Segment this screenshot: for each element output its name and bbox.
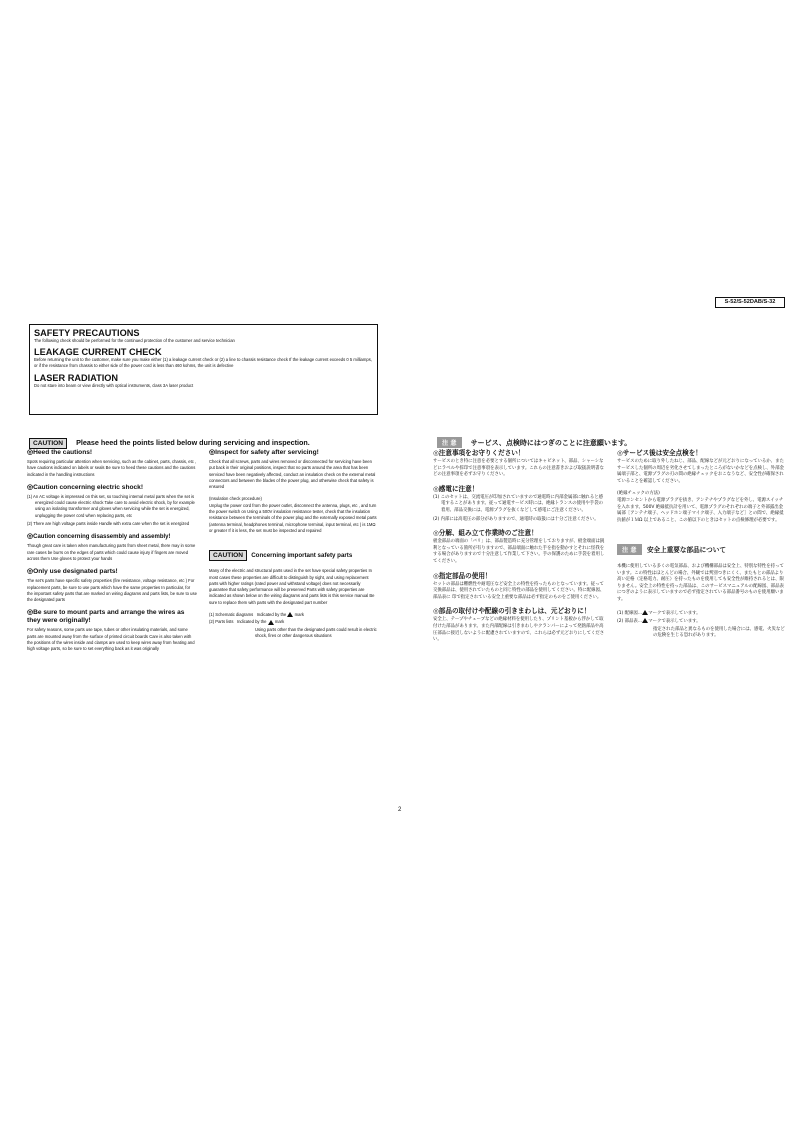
jp-designated-parts-heading: ◎指定部品の使用！ [433,571,492,580]
jp-caution-headline: サービス、点検時にはつぎのことに注意願います。 [470,439,632,447]
jp-observe-text: サービスのとき特に注意を必要とする個所についてはキャビネット、部品、シャーシなどにラベルや捺印で注意事項を表示しています。これらの注意書きおよび取扱説明書などの注意事項を必ずお守りください。 [433,459,604,478]
english-left-column [27,449,197,659]
jp-mount-parts-heading: ◎部品の取付けや配線の引きまわしは、元どおりに！ [433,607,591,616]
caution-headline: Please heed the points listed below during servicing and inspection. [76,438,310,447]
jp-caution-tag: 注 意 [437,437,462,448]
jp-inspect-heading: ◎サービス後は安全点検を！ [617,449,702,457]
page-number: 2 [398,807,402,813]
warning-triangle-icon [268,620,274,625]
safety-parts-title: Concerning important safety parts [251,552,353,560]
leakage-current-title: LEAKAGE CURRENT CHECK [34,347,162,358]
leakage-current-text: Before returning the unit to the customer, make sure you make either (1) a leakage current check or (2) a line to chassis resistance check If the leakage current exceeds 0 5 milliamps, or if the resistance from chassis to either side of the power cord is less than 460 kohms, the unit is defective [34,357,372,369]
electric-shock-heading: ◎Caution concerning electric shock! [27,483,144,491]
insulation-check-text: Unplug the power cord from the power outlet, disconnect the antenna, plugs, etc , and turn the power switch on Using a 500V insulation resistance tester, check that the insulation resistance between the terminals of the power plug and the externally exposed metal parts (antenna terminal, headphones terminal, microphone terminal, input terminal, etc ) is 1MΩ or greater If it is less, the set must be inspected and repaired [209,502,377,533]
laser-radiation-text: Do not stare into beam or view directly with optical instruments, class 3A laser product [34,382,194,388]
jp-parts-list-item: (2) 部品表… マークで表示しています。 [617,619,701,625]
jp-safety-parts-text: 本機に使用している多くの電気部品、および機構部品は安全上、特別な特性を持っています。この特性はほとんどの場合、外観では判別つきにくく、またもとの部品より高い定格（定格電力、耐圧）を持ったものを使用しても安全性が維持されるとは、限りません。安全上の特性を持った部品は、このサービスマニュアルの配線図、部品表につぎのように表示していますので必ず指定されている部品番号のものを使用願います。 [617,563,784,602]
disassembly-text: Though great care is taken when manufacturing parts from sheet metal, there may in some rare cases be burrs on the edges of parts which could cause injury if fingers are moved across them Use gloves to protect your hands [27,543,196,561]
jp-safety-parts-header [617,544,785,556]
parts-lists-item: (2) Parts lists Indicated by the mark [209,619,285,625]
jp-mount-parts-text: 安全上、テープやチューブなどの絶縁材料を使用したり、プリント基板から浮かして取付けた部品があります。また内部配線は引きまわしやクランパーによって発熱部品や高圧部品に接近しないように配慮されていますので、これらは必ず元どおりにしてください。 [433,617,605,643]
japanese-right-column [617,449,785,646]
jp-parts-list-note: 指定された部品と異なるものを使用した場合には、感電、火災などの危険を生じる恐れがあります。 [653,626,785,639]
parts-lists-note: Using parts other than the designated parts could result in electric shock, fires or other dangerous situations [255,626,377,638]
mount-parts-heading: ◎Be sure to mount parts and arrange the wires as they were originally! [27,609,185,625]
designated-parts-heading: ◎Only use designated parts! [27,568,118,576]
inspect-safety-heading: ◎Inspect for safety after servicing! [209,449,319,456]
jp-shock-item-1: (1) このセットは、交流電圧が印加されていますので通電時に内部金属部に触れると感電することがあります。従って通電サービス時には、絶縁トランスの使用や手袋の着用、部品交換には、電源プラグを抜くなどして感電にご注意ください。 [433,494,604,513]
inspect-safety-text: Check that all screws, parts and wires removed or disconnected for servicing have been put back in their original positions, inspect that no parts around the area that has been serviced have been negatively affected, conduct an insulation check on the external metal connectors and between the blades of the power plug, and otherwise check that safety is ensured [209,459,376,490]
safety-precautions-text: The following check should be performed for the continued protection of the customer and service technician [34,338,235,343]
jp-insulation-subheading: (絶縁チェックの方法) [617,491,660,497]
model-number-box: S-52/S-52DAB/S-32 [715,297,785,308]
jp-shock-heading: ◎感電に注意！ [433,484,479,493]
caution-header [29,430,389,449]
safety-precautions-box [29,324,378,415]
safety-precautions-title: SAFETY PRECAUTIONS [34,328,140,338]
jp-shock-item-2: (2) 内部には高電圧の部分がありますので、通電時の取扱には十分ご注意ください。 [433,516,599,522]
warning-triangle-icon [287,612,293,617]
english-middle-column [209,449,377,645]
caution-tag-2: CAUTION [209,550,247,561]
electric-shock-item-1: (1) An AC voltage is impressed on this set, so touching internal metal parts when the set is energized could cause electric shock Take care to avoid electric shock, by for example using an isolating transformer and gloves when servicing while the set is energized, unplugging the power cord when replacing parts, etc [27,493,195,518]
safety-parts-text: Many of the electric and structural parts used in the set have special safety properties In most cases these properties are difficult to distinguish by sight, and using replacement parts with higher ratings (rated power and withstand voltage) does not necessarily guarantee that safety performance will be preserved Parts with safety properties are indicated as shown below on the wiring diagrams and parts lists is this service manual Be sure to replace them with parts with the designated part number [209,568,375,605]
jp-inspect-text: サービスのために取り外したねじ、部品、配線などが元どおりになっているか、またサービスした個所の周辺を劣化させてしまったところがないかなどを点検し、外部金属端子部と、電源プラグの刃の間の絶縁チェックをおこなうなど、安全性が確保されていることを確認してください。 [617,459,784,484]
jp-designated-parts-text: セットの部品は難燃性や耐電圧など安全上の特性を持ったものとなっています。従って交換部品は、使用されていたものと同じ特性の部品を使用してください。特に配線図、部品表に 印で指定されている安全上重要な部品は必ず指定のものをご使用ください。 [433,581,605,600]
schematic-diagrams-item: (1) Schematic diagrams Indicated by the mark [209,612,304,618]
electric-shock-item-2: (2) There are high voltage parts inside Handle with extra care when the set is energized [27,521,190,527]
jp-observe-heading: ◎注意事項をお守りください！ [433,449,525,457]
jp-safety-parts-title: 安全上重要な部品について [646,546,726,555]
safety-parts-header [209,550,377,561]
jp-caution-header [437,430,787,449]
jp-disassembly-text: 板金部品の端面の「バリ」は、部品製造時に充分管理をしておりますが、板金端面は鋭利となっている箇所が有りますので、部品端面に触れた手を指を動かすとそれに怪我をする場合がありますので十分注意して作業して下さい。手の保護のために手袋を着用してください。 [433,539,605,564]
laser-radiation-title: LASER RADIATION [34,372,119,383]
jp-insulation-text: 電源コンセントから電源プラグを抜き、アンテナやプラグなどを外し、電源スイッチを入れます。500V 絶縁抵抗計を用いて、電源プラグのそれぞれの端子と外部露出金属部［アンテナ端子、ヘッドホン端子マイク端子、入力端子など］との間で、絶縁抵抗値が１ＭΩ 以上であること、この値以下のときはセットの点検修理が必要です。 [617,497,784,523]
caution-tag: CAUTION [29,438,67,449]
designated-parts-text: The set's parts have specific safety properties (fire resistance, voltage resistance, etc ) For replacement parts, be sure to use parts which have the same properties In particular, for the important safety parts that are marked on wiring diagrams and parts lists, be sure to use the designated parts [27,578,197,603]
japanese-left-column [433,449,605,650]
jp-caution-tag-2: 注 意 [617,544,642,555]
disassembly-heading: ◎Caution concerning disassembly and assembly! [27,533,171,541]
insulation-check-subheading: (Insulation check procedure) [209,496,262,502]
jp-schematic-item: (1) 配線図… マークで表示しています。 [617,610,701,616]
heed-cautions-heading: ◎Heed the cautions! [27,449,93,456]
jp-disassembly-heading: ◎分解、組み立て作業時のご注意！ [433,529,538,538]
mount-parts-text: For safety reasons, some parts use tape, tubes or other insulating materials, and some parts are mounted away from the surface of printed circuit boards Care is also taken with the positions of the wires inside and clamps are used to keep wires away from heating and high voltage parts, so be sure to set everything back as it was originally [27,627,195,652]
heed-cautions-text: Spots requiring particular attention when servicing, such as the cabinet, parts, chassis, etc , have cautions indicated on labels or seals Be sure to heed these cautions and the cautions indicated in the handling instructions [27,459,197,477]
